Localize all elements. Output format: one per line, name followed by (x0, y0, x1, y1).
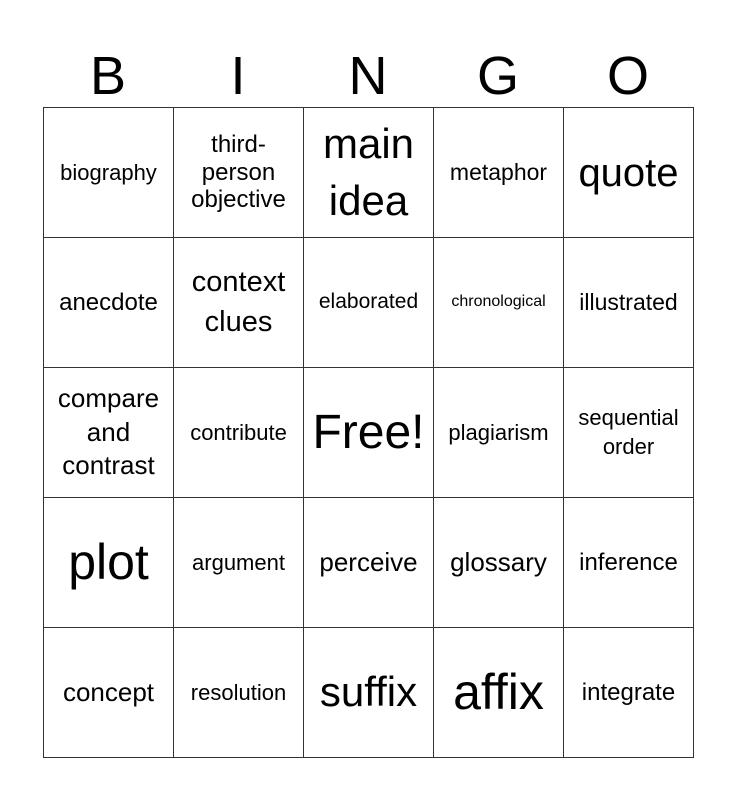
bingo-cell[interactable] (434, 108, 564, 238)
bingo-cell[interactable] (174, 108, 304, 238)
header-letter-o: O (606, 46, 649, 106)
cell-label: perceive (319, 546, 418, 577)
bingo-cell[interactable] (564, 368, 694, 498)
cell-label: context clues (191, 266, 286, 338)
cell-label: affix (453, 663, 544, 720)
cell-label: plot (68, 533, 149, 590)
cell-label: glossary (450, 546, 547, 577)
bingo-cell[interactable] (174, 238, 304, 368)
bingo-cell[interactable] (44, 238, 174, 368)
bingo-header (43, 42, 693, 110)
cell-label: chronological (451, 293, 546, 311)
bingo-cell[interactable] (44, 368, 174, 498)
cell-label: concept (62, 676, 155, 707)
bingo-cell[interactable] (564, 498, 694, 628)
bingo-cell[interactable] (434, 498, 564, 628)
bingo-cell[interactable] (434, 368, 564, 498)
bingo-cell[interactable] (304, 108, 434, 238)
cell-label: biography (60, 159, 157, 185)
header-letter-g: G (476, 46, 519, 106)
cell-label: sequential order (578, 404, 679, 459)
bingo-cell[interactable] (174, 628, 304, 758)
bingo-cell[interactable] (434, 628, 564, 758)
cell-label: elaborated (318, 290, 419, 314)
bingo-cell[interactable] (304, 628, 434, 758)
bingo-cell[interactable] (564, 628, 694, 758)
bingo-cell[interactable] (564, 238, 694, 368)
bingo-cell[interactable] (174, 368, 304, 498)
cell-label: argument (192, 549, 285, 575)
cell-label: illustrated (579, 289, 678, 316)
bingo-cell[interactable] (44, 108, 174, 238)
bingo-cell[interactable] (434, 238, 564, 368)
cell-label: inference (579, 548, 678, 576)
bingo-cell[interactable] (174, 498, 304, 628)
bingo-cell[interactable] (564, 108, 694, 238)
cell-label: quote (578, 150, 679, 195)
bingo-cell[interactable] (44, 628, 174, 758)
bingo-cell[interactable] (44, 498, 174, 628)
cell-label: integrate (581, 678, 676, 706)
bingo-cell free-space[interactable] (304, 368, 434, 498)
header-letter-b: B (89, 46, 127, 106)
bingo-card (43, 107, 694, 758)
free-space-label: Free! (312, 405, 425, 459)
cell-label: plagiarism (448, 419, 549, 445)
cell-label: main idea (322, 119, 415, 224)
cell-label: anecdote (59, 288, 158, 316)
header-letter-i: I (230, 46, 246, 106)
cell-label: resolution (190, 679, 287, 705)
cell-label: suffix (319, 668, 418, 716)
cell-label: third-person objective (191, 131, 286, 214)
header-letter-n: N (348, 46, 388, 106)
bingo-cell[interactable] (304, 238, 434, 368)
cell-label: metaphor (449, 159, 548, 186)
bingo-cell[interactable] (304, 498, 434, 628)
cell-label: contribute (190, 419, 287, 445)
cell-label: compare and contrast (57, 382, 160, 481)
